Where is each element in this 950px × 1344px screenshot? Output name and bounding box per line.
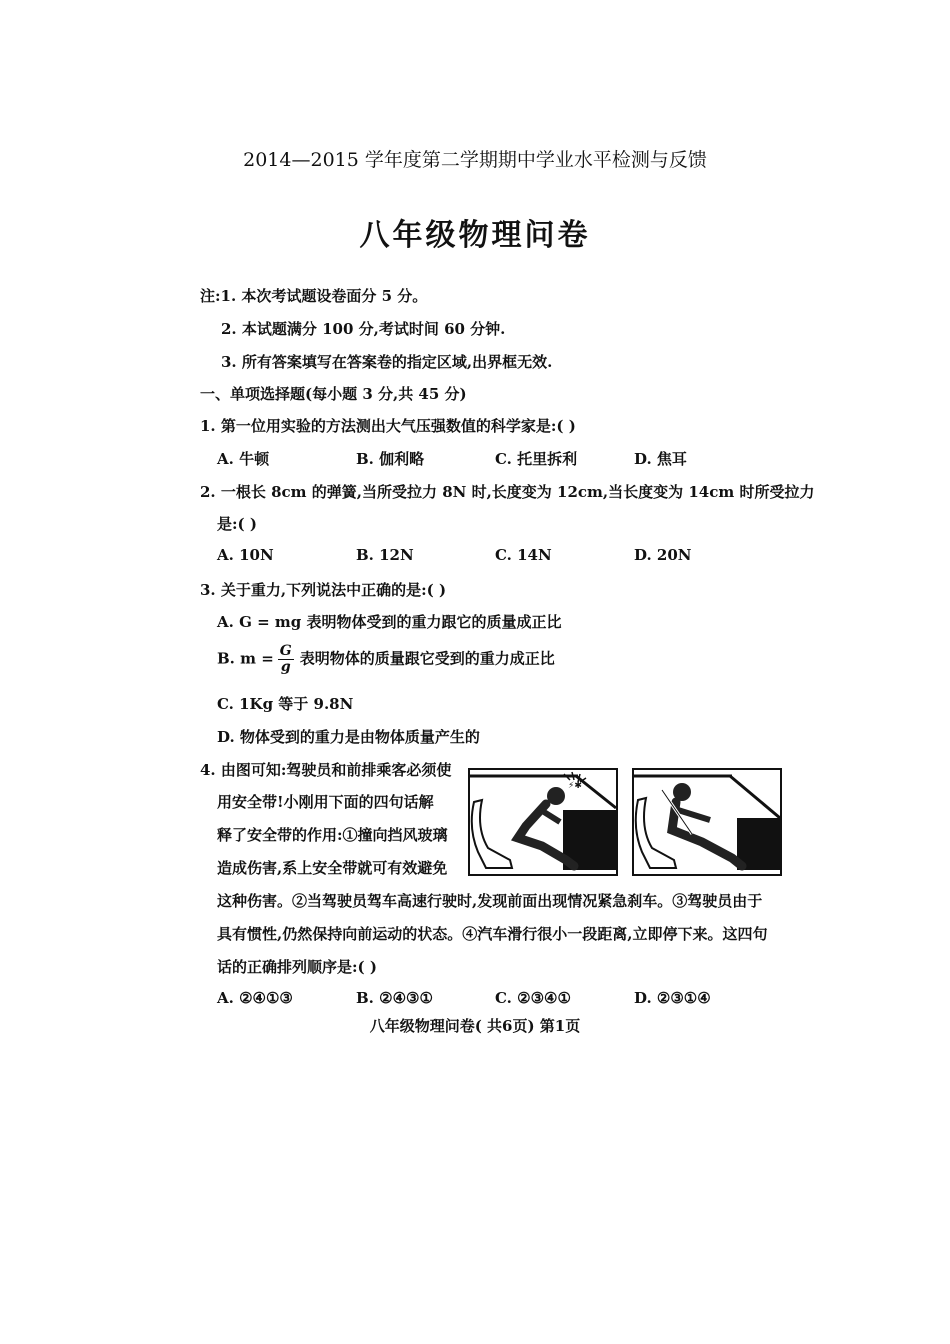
no-seatbelt-illustration: [468, 768, 618, 876]
q2-stem-line2: 是:( ): [217, 515, 257, 533]
q1-option-b: B. 伽利略: [356, 450, 425, 468]
q2-option-d: D. 20N: [634, 546, 692, 564]
fraction-denominator: g: [280, 659, 291, 675]
q1-option-a: A. 牛顿: [217, 450, 270, 468]
fraction-g-over-g: [278, 644, 294, 675]
section-heading: 一、单项选择题(每小题 3 分,共 45 分): [200, 385, 467, 403]
q3-option-a: A. G = mg 表明物体受到的重力跟它的质量成正比: [217, 613, 562, 631]
note-3: 3. 所有答案填写在答案卷的指定区域,出界框无效.: [221, 353, 553, 371]
q3-option-b-prefix: B. m =: [217, 649, 274, 668]
q4-option-a: A. ②④①③: [217, 989, 293, 1007]
q4-option-b: B. ②④③①: [356, 989, 433, 1007]
with-seatbelt-illustration: [632, 768, 782, 876]
q4-line7: 话的正确排列顺序是:( ): [217, 958, 377, 976]
q4-line4: 造成伤害,系上安全带就可有效避免: [217, 859, 448, 877]
q3-stem: 3. 关于重力,下列说法中正确的是:( ): [200, 581, 447, 599]
q4-option-c: C. ②③④①: [495, 989, 571, 1007]
note-1: 注:1. 本次考试题设卷面分 5 分。: [200, 287, 428, 305]
q4-line6: 具有惯性,仍然保持向前运动的状态。④汽车滑行很小一段距离,立即停下来。这四句: [217, 925, 768, 943]
q4-option-d: D. ②③①④: [634, 989, 711, 1007]
fraction-numerator: G: [279, 643, 292, 659]
q4-line3: 释了安全带的作用:①撞向挡风玻璃: [217, 826, 448, 844]
q3-option-c: C. 1Kg 等于 9.8N: [217, 695, 354, 713]
page-footer: 八年级物理问卷( 共6页) 第1页: [369, 1017, 581, 1035]
q1-option-c: C. 托里拆利: [495, 450, 578, 468]
q2-option-b: B. 12N: [356, 546, 414, 564]
q2-option-a: A. 10N: [217, 546, 274, 564]
note-2: 2. 本试题满分 100 分,考试时间 60 分钟.: [221, 320, 506, 338]
page-title: 八年级物理问卷: [359, 218, 591, 253]
q4-line1: 4. 由图可知:驾驶员和前排乘客必须使: [200, 761, 452, 779]
q4-line5: 这种伤害。②当驾驶员驾车高速行驶时,发现前面出现情况紧急刹车。③驾驶员由于: [217, 892, 763, 910]
exam-header: 2014—2015 学年度第二学期期中学业水平检测与反馈: [243, 149, 707, 171]
q2-option-c: C. 14N: [495, 546, 552, 564]
q2-stem-line1: 2. 一根长 8cm 的弹簧,当所受拉力 8N 时,长度变为 12cm,当长度变为 14cm 时所受拉力: [200, 483, 815, 501]
q1-option-d: D. 焦耳: [634, 450, 687, 468]
q1-stem: 1. 第一位用实验的方法测出大气压强数值的科学家是:( ): [200, 417, 576, 435]
q3-option-d: D. 物体受到的重力是由物体质量产生的: [217, 728, 480, 746]
svg-text:⚡✱: ⚡✱: [568, 781, 582, 791]
q3-option-b: [217, 644, 555, 675]
q4-line2: 用安全带!小刚用下面的四句话解: [217, 793, 434, 811]
q3-option-b-text: 表明物体的质量跟它受到的重力成正比: [299, 649, 555, 668]
